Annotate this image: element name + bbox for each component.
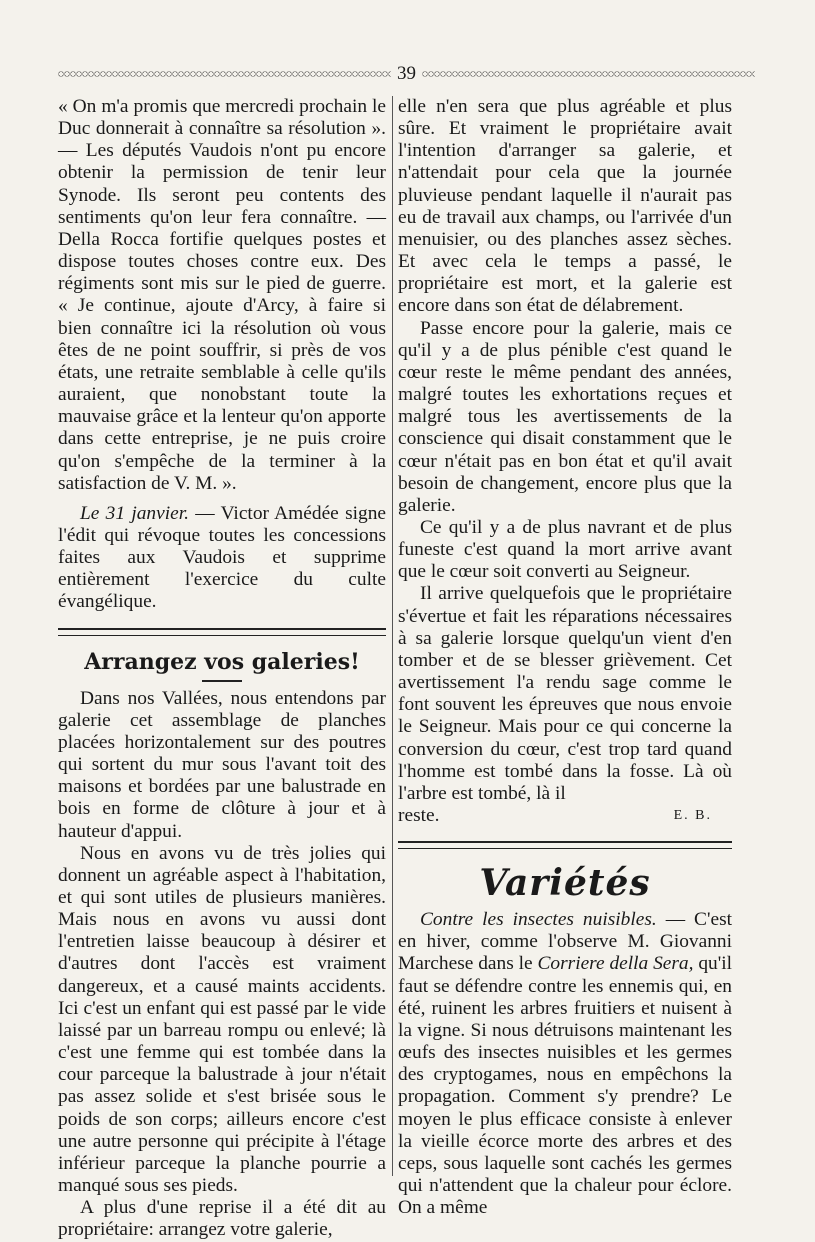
header-ornament-right: [422, 71, 755, 77]
paragraph-end: reste.: [398, 805, 440, 826]
paragraph: Passe encore pour la galerie, mais ce qu'il y a de plus pénible c'est quand le cœur reste le même pendant des années, malgré toutes les exhortations reçues et malgré tous les avertissements de la conscience qui disait constamment que le cœur n'était pas en bon état et qu'il avait besoin de changement, encore plus que la galerie.: [398, 317, 732, 516]
paragraph: Nous en avons vu de très jolies qui donnent un agréable aspect à l'habitation, et qui sont utiles de plusieurs manières. Mais nous en avons vu aussi dont l'entretien laisse beaucoup à désirer et d'autres dont l'accès est vraiment dangereux, et a causé maints accidents. Ici c'est un enfant qui est passé par le vide laissé par un barreau rompu ou enlevé; là c'est une femme qui est tombée dans la cour parceque la balustrade à jour n'était pas assez solide et s'est brisée sous le poids de son corps; ailleurs encore c'est une autre personne qui précipite à l'étage inférieur parceque la planche pourrie a manqué sous ses pieds.: [58, 842, 386, 1197]
paragraph: A plus d'une reprise il a été dit au propriétaire: arrangez votre galerie,: [58, 1197, 386, 1241]
paragraph-text: qu'il faut se défendre contre les ennemis qui, en été, ruinent les arbres fruitiers et nuisent à la vigne. Si nous détruisons maintenant les œufs des insectes nuisibles et les germes des cryptogames, nous en empêchons la propagation. Comment s'y prendre? Le moyen le plus efficace consiste à enlever la vieille écorce morte des arbres et des ceps, sous laquelle sont cachés les germes qui n'attendent que la chaleur pour éclore. On a même: [398, 953, 732, 1219]
paragraph-text: — Victor Amédée signe l'édit qui révoque toutes les concessions faites aux Vaudois et supprime entièrement l'exercice du culte évangélique.: [58, 502, 386, 613]
header-ornament-left: [58, 71, 391, 77]
paragraph: Ce qu'il y a de plus navrant et de plus funeste c'est quand la mort arrive avant que le cœur soit converti au Seigneur.: [398, 516, 732, 583]
page-number: 39: [397, 63, 416, 84]
right-column: [398, 96, 732, 1219]
title-dash: [202, 680, 242, 682]
paragraph: [58, 503, 386, 614]
source-title: Corriere della Sera,: [537, 953, 694, 975]
paragraph: « On m'a promis que mercredi prochain le Duc donnerait à connaître sa résolution ». — Les députés Vaudois n'ont pu encore obtenir la permission de tenir leur Synode. Ils seront peu contents des sentiments qu'on leur fera connaître. — Della Rocca fortifie quelques postes et dispose toutes choses contre eux. Des régiments sont mis sur le pied de guerre. « Je continue, ajoute d'Arcy, à faire si bien connaître ici la résolution où vous êtes de ne point souffrir, si près de vos états, une retraite semblable à celle qu'ils auraient, que nonobstant toute la mauvaise grâce et la lenteur qu'on apporte dans cette entreprise, je ne puis croire qu'on s'empêche de la terminer à la satisfaction de V. M. ».: [58, 96, 386, 494]
paragraph: Il arrive quelquefois que le propriétaire s'évertue et fait les réparations nécessaires à sa galerie lorsque quelqu'un vient d'en tomber et de se blesser grièvement. Cet avertissement l'a rendu sage comme le font souvent les épreuves que nous envoie le Seigneur. Mais pour ce qui concerne la conversion du cœur, c'est trop tard quand l'homme est tombé dans la fosse. Là où l'arbre est tombé, là il: [398, 583, 732, 804]
section-rule: [398, 841, 732, 849]
item-lead: Contre les insectes nuisibles.: [420, 909, 657, 931]
paragraph: [398, 909, 732, 1219]
author-signature: E. B.: [673, 808, 712, 823]
section-rule: [58, 628, 386, 636]
page-header: [58, 62, 755, 86]
paragraph: elle n'en sera que plus agréable et plus sûre. Et vraiment le propriétaire avait l'intention d'arranger sa galerie, et n'attendait pour cela que la journée pluvieuse pendant laquelle il n'aurait pas eu de travail aux champs, ou l'arrivée d'un menuisier, ou des planches assez sèches. Et avec cela le temps a passé, le propriétaire est mort, et la galerie est encore dans son état de délabrement.: [398, 96, 732, 317]
section-title: Variétés: [479, 862, 651, 905]
column-divider: [392, 96, 393, 1176]
paragraph: Dans nos Vallées, nous entendons par galerie cet assemblage de planches placées horizontalement sur des poutres qui sortent du mur sous l'avant toit des maisons et bordées par une balustrade en bois en forme de clôture à jour et à hauteur d'appui.: [58, 687, 386, 842]
paragraph-text: — C'est en hiver, comme l'observe M. Giovanni Marchese dans le: [398, 909, 732, 975]
date-label: Le 31 janvier.: [80, 502, 189, 524]
left-column: [58, 96, 386, 1242]
article-title: Arrangez vos galeries!: [84, 648, 360, 675]
signature-line: [398, 805, 732, 827]
